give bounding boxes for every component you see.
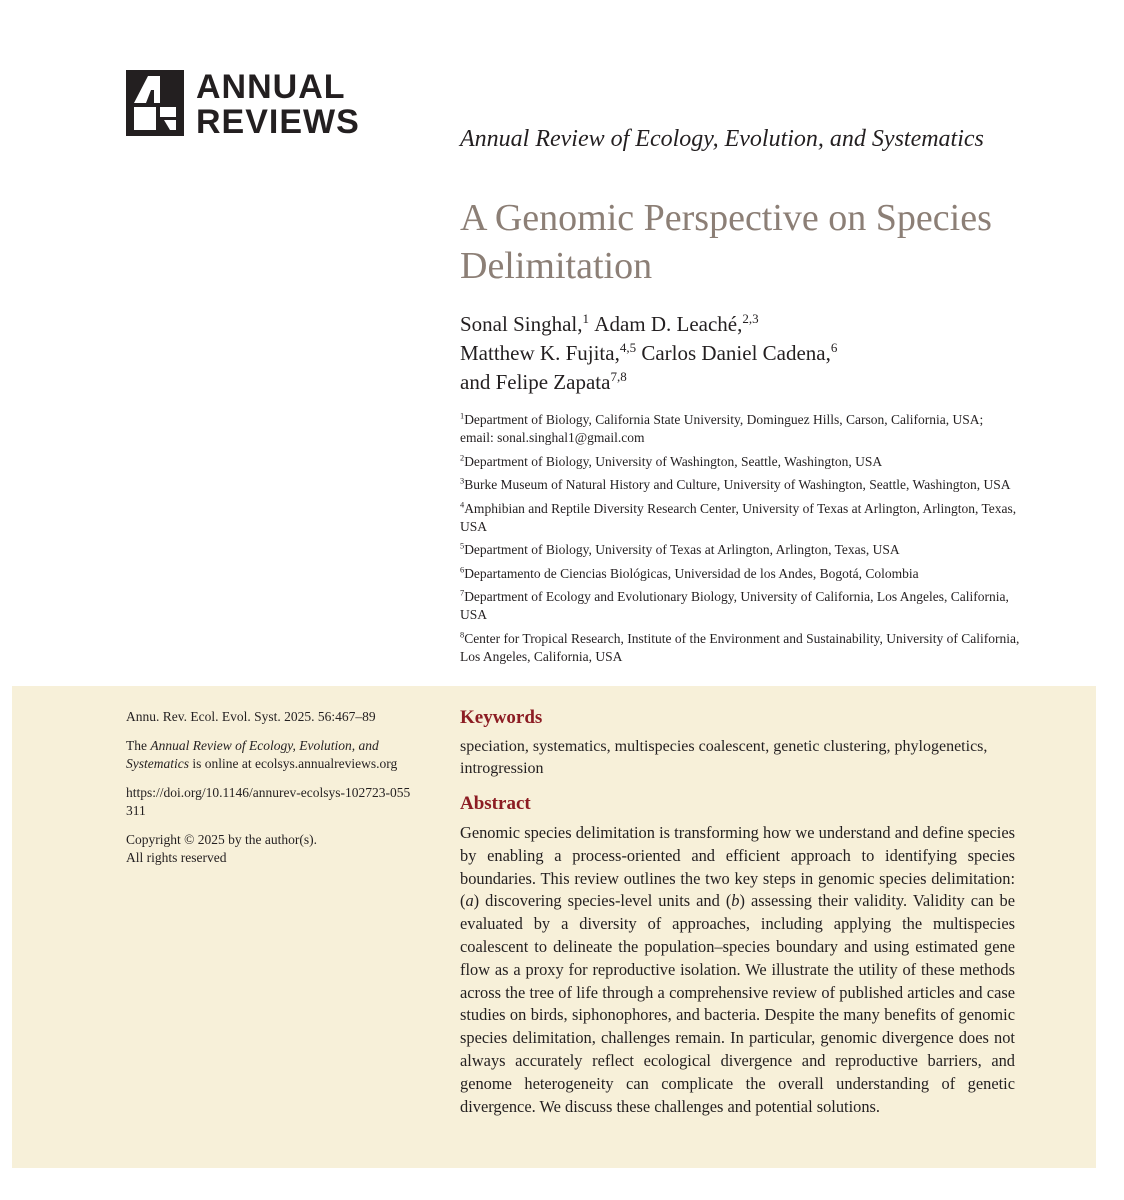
affiliation-number: 1 <box>460 411 465 421</box>
keywords-text: speciation, systematics, multispecies coalescent, genetic clustering, phylogenetics, introgression <box>460 738 988 777</box>
affiliation-item <box>460 476 1020 494</box>
author: Adam D. Leaché, <box>594 312 743 336</box>
online-note: The Annual Review of Ecology, Evolution, and Systematics is online at ecolsys.annualreviews.org <box>126 738 398 771</box>
affiliation-item <box>460 565 1020 583</box>
affiliation-number: 7 <box>460 588 465 598</box>
abstract-text: Genomic species delimitation is transforming how we understand and define species by enabling a process-oriented and efficient approach to identifying species boundaries. This review outlines the two key steps in genomic species delimitation: (a) discovering species-level units and (b) assessing their validity. Validity can be evaluated by a diversity of approaches, including applying the multispecies coalescent to delineate the population–species boundary and using estimated gene flow as a proxy for reproductive isolation. We illustrate the utility of these methods across the tree of life through a comprehensive review of published articles and case studies on birds, siphonophores, and bacteria. Despite the many benefits of genomic species delimitation, challenges remain. In particular, genomic divergence does not always accurately reflect ecological divergence and reproductive barriers, and genome heterogeneity can complicate the overall understanding of genetic divergence. We discuss these challenges and potential solutions. <box>460 823 1015 1116</box>
author: and Felipe Zapata <box>460 370 611 394</box>
article-title: A Genomic Perspective on Species Delimitation <box>460 197 992 287</box>
affiliation-item <box>460 630 1020 666</box>
annual-reviews-logo <box>126 70 360 140</box>
affiliation-list <box>460 411 1020 671</box>
affiliation-item <box>460 541 1020 559</box>
online-journal-name: Annual Review of Ecology, Evolution, and Systematics <box>126 738 379 771</box>
logo-line-reviews: REVIEWS <box>196 103 360 141</box>
abstract-heading: Abstract <box>460 793 531 814</box>
author-affiliation-marker: 7,8 <box>610 369 627 384</box>
affiliation-text: Department of Biology, University of Washington, Seattle, Washington, USA <box>464 453 883 469</box>
author-affiliation-marker: 2,3 <box>742 311 759 326</box>
affiliation-text: Department of Biology, University of Texas at Arlington, Arlington, Texas, USA <box>464 542 900 557</box>
article-info-sidebar <box>126 708 426 878</box>
affiliation-text: Burke Museum of Natural History and Culture, University of Washington, Seattle, Washington, USA <box>464 477 1011 492</box>
affiliation-number: 3 <box>460 476 465 486</box>
logo-line-annual: ANNUAL <box>196 68 346 106</box>
author-affiliation-marker: 6 <box>830 340 838 355</box>
affiliation-item <box>460 411 1020 447</box>
affiliation-number: 8 <box>460 630 465 639</box>
citation: Annu. Rev. Ecol. Evol. Syst. 2025. 56:467–89 <box>126 709 376 724</box>
keywords-heading: Keywords <box>460 707 543 728</box>
author: Carlos Daniel Cadena, <box>641 341 831 365</box>
affiliation-text: Center for Tropical Research, Institute of the Environment and Sustainability, University of California, Los Angeles, California, USA <box>460 630 1020 664</box>
author: Sonal Singhal, <box>460 312 583 336</box>
author-list <box>460 310 1020 397</box>
abstract-section <box>460 706 1015 1118</box>
affiliation-text: Department of Ecology and Evolutionary Biology, University of California, Los Angeles, California, USA <box>460 589 1009 622</box>
annual-reviews-ar-logo-icon <box>126 70 184 136</box>
copyright: Copyright © 2025 by the author(s). All rights reserved <box>126 832 317 865</box>
affiliation-number: 4 <box>460 500 465 509</box>
affiliation-text: Department of Biology, California State University, Dominguez Hills, Carson, California, USA; email: sonal.singhal1@gmail.com <box>460 412 984 445</box>
affiliation-text: Departamento de Ciencias Biológicas, Universidad de los Andes, Bogotá, Colombia <box>464 565 919 581</box>
affiliation-item <box>460 453 1020 471</box>
affiliation-number: 5 <box>460 541 465 551</box>
affiliation-number: 6 <box>460 565 465 574</box>
doi-link[interactable]: https://doi.org/10.1146/annurev-ecolsys-102723-055311 <box>126 785 411 818</box>
affiliation-text: Amphibian and Reptile Diversity Research Center, University of Texas at Arlington, Arlington, Texas, USA <box>460 500 1017 534</box>
logo-wordmark <box>196 70 360 140</box>
author-affiliation-marker: 1 <box>582 311 590 326</box>
affiliation-number: 2 <box>460 453 465 462</box>
author-affiliation-marker: 4,5 <box>619 340 637 355</box>
affiliation-item <box>460 588 1020 624</box>
author: Matthew K. Fujita, <box>460 341 620 365</box>
journal-name: Annual Review of Ecology, Evolution, and Systematics <box>460 126 984 152</box>
affiliation-item <box>460 500 1020 536</box>
